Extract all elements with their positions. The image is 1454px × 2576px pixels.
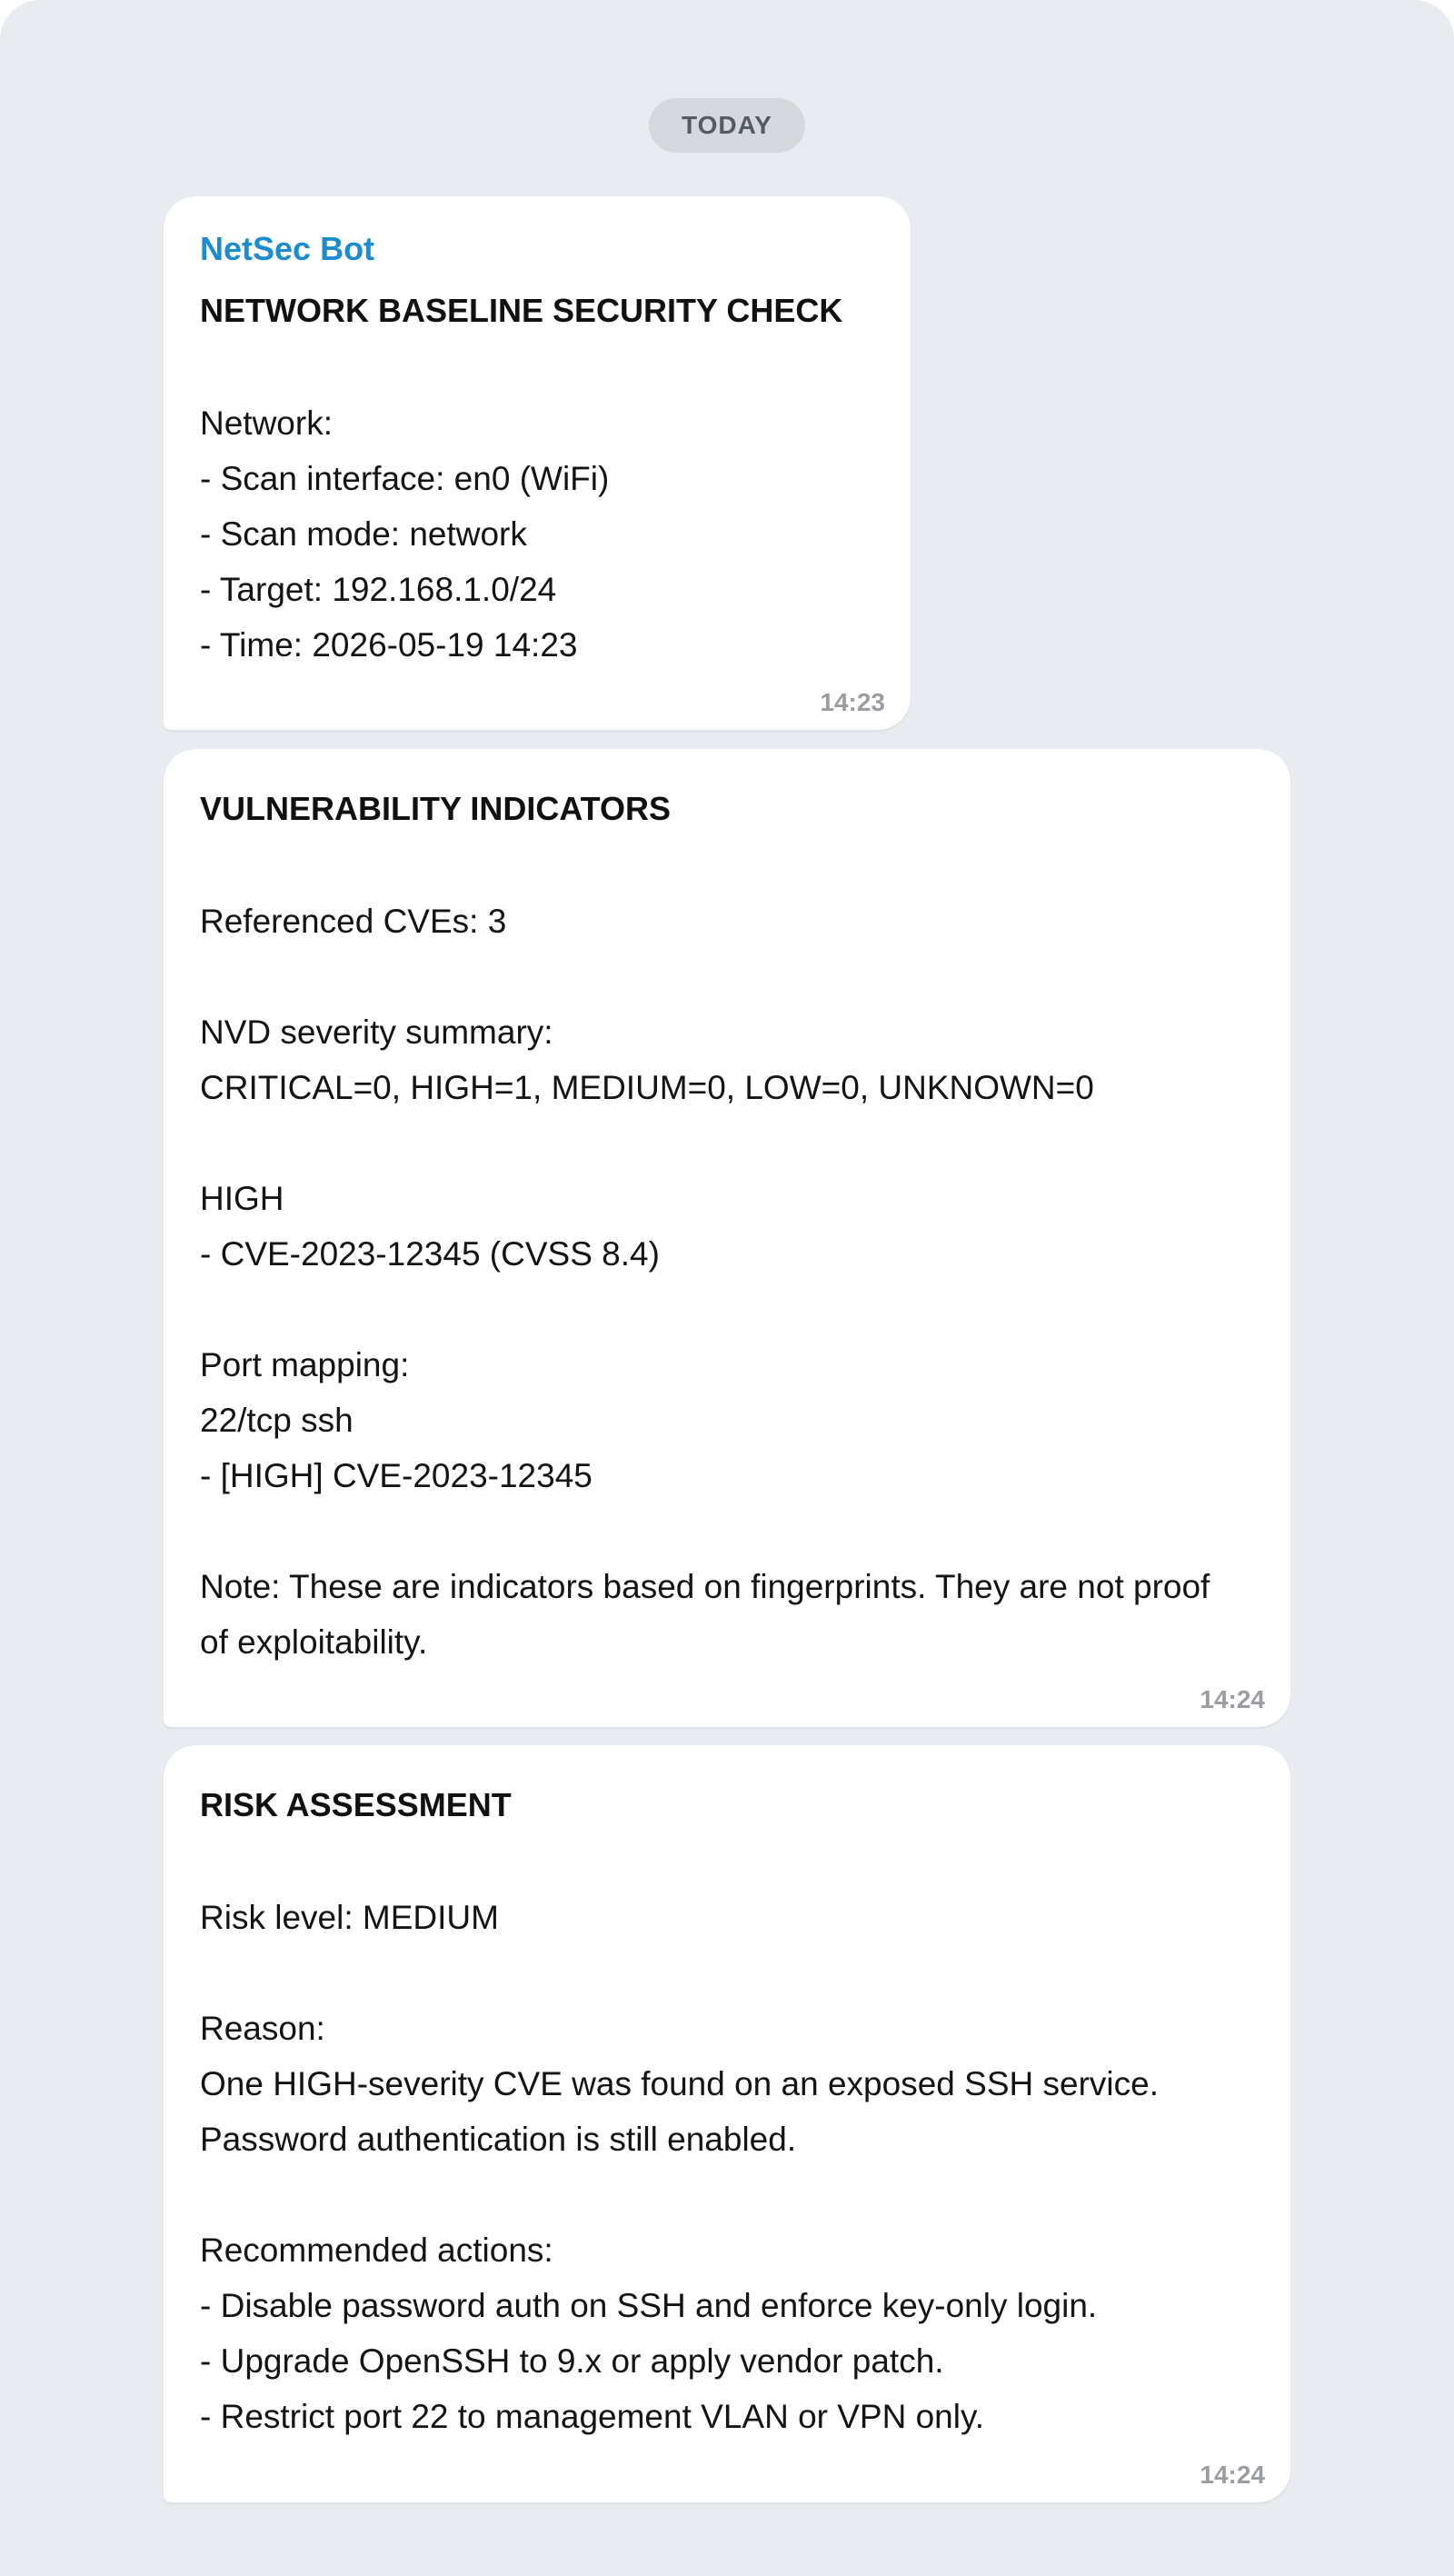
message-line: - Disable password auth on SSH and enforce key-only login. — [200, 2287, 1098, 2324]
message-line: Risk level: MEDIUM — [200, 1899, 499, 1936]
message-timestamp: 14:24 — [1200, 1685, 1265, 1713]
message-line — [200, 1115, 1263, 1171]
message-line: - CVE-2023-12345 (CVSS 8.4) — [200, 1235, 660, 1273]
message-line — [200, 340, 883, 395]
message-body — [200, 838, 1263, 1670]
message-line — [200, 1282, 1263, 1337]
message-timestamp: 14:24 — [1200, 2461, 1265, 2489]
message-line: One HIGH-severity CVE was found on an exposed SSH service. — [200, 2065, 1159, 2102]
message-line: - Time: 2026-05-19 14:23 — [200, 626, 578, 664]
message-line: of exploitability. — [200, 1623, 428, 1661]
message-line — [200, 1834, 1263, 1890]
message-line: - Scan mode: network — [200, 515, 527, 553]
message-line: Recommended actions: — [200, 2232, 553, 2269]
message-bubble-scan-info[interactable] — [164, 196, 911, 730]
message-line: CRITICAL=0, HIGH=1, MEDIUM=0, LOW=0, UNKNOWN=0 — [200, 1069, 1094, 1106]
message-line: - [HIGH] CVE-2023-12345 — [200, 1457, 593, 1494]
message-timestamp: 14:23 — [820, 688, 885, 716]
message-heading: RISK ASSESSMENT — [200, 1786, 512, 1823]
message-line: Referenced CVEs: 3 — [200, 903, 507, 940]
message-line: NVD severity summary: — [200, 1013, 553, 1051]
message-line: Port mapping: — [200, 1346, 410, 1383]
message-line: - Target: 192.168.1.0/24 — [200, 571, 557, 608]
message-line: Network: — [200, 404, 333, 442]
message-heading: NETWORK BASELINE SECURITY CHECK — [200, 292, 843, 329]
message-body — [200, 340, 883, 673]
date-divider: TODAY — [649, 98, 805, 153]
sender-name[interactable]: NetSec Bot — [200, 230, 375, 267]
message-bubble-risk-assessment[interactable] — [164, 1745, 1290, 2502]
message-heading: VULNERABILITY INDICATORS — [200, 790, 672, 827]
message-line — [200, 1945, 1263, 2001]
message-line: Note: These are indicators based on fingerprints. They are not proof — [200, 1568, 1210, 1605]
message-line — [200, 1503, 1263, 1559]
message-bubble-vulnerabilities[interactable] — [164, 749, 1290, 1727]
message-line: - Restrict port 22 to management VLAN or VPN only. — [200, 2398, 985, 2435]
message-line: Reason: — [200, 2010, 325, 2047]
message-line: - Scan interface: en0 (WiFi) — [200, 460, 610, 497]
message-line — [200, 838, 1263, 894]
message-body — [200, 1834, 1263, 2444]
message-line: HIGH — [200, 1180, 284, 1217]
message-line: - Upgrade OpenSSH to 9.x or apply vendor patch. — [200, 2342, 944, 2380]
message-line — [200, 949, 1263, 1004]
message-line: Password authentication is still enabled. — [200, 2121, 797, 2158]
message-line: 22/tcp ssh — [200, 1402, 354, 1439]
message-line — [200, 2167, 1263, 2222]
